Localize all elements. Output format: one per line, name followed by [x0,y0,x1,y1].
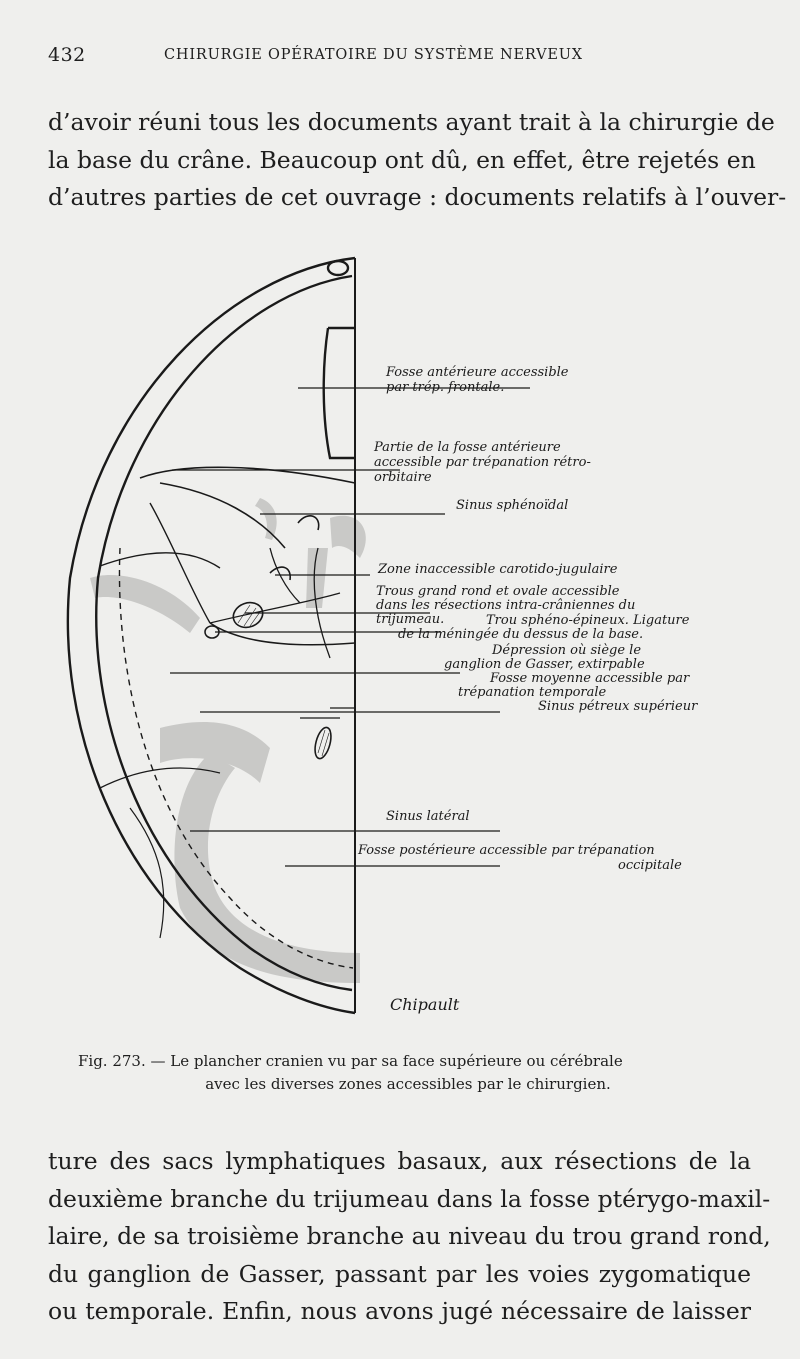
label-sinus-sphenoidal: Sinus sphénoïdal [456,498,569,513]
running-title: CHIRURGIE OPÉRATOIRE DU SYSTÈME NERVEUX [164,47,583,63]
label-zone-inaccessible: Zone inaccessible carotido-jugulaire [378,562,618,577]
text-line: d’avoir réuni tous les documents ayant trait à la chirurgie de [48,108,775,136]
label-trous-grand-rond-2: dans les résections intra-crâniennes du [376,598,636,613]
label-sinus-petreux: Sinus pétreux supérieur [538,699,698,714]
label-depression-gasser-2: ganglion de Gasser, extirpable [444,657,645,672]
label-fosse-anterieure: Fosse antérieure accessible [386,365,569,380]
figure-cranial-floor [60,248,760,1038]
foramen-hatching [238,605,329,756]
label-depression-gasser: Dépression où siège le [492,643,642,658]
running-head [48,44,748,68]
page-number: 432 [48,44,86,66]
paragraph-top [48,104,787,217]
label-partie-fosse-2: accessible par trépanation rétro- [374,455,591,470]
text-line: laire, de sa troisième branche au niveau du trou grand rond, [48,1222,771,1250]
label-partie-fosse: Partie de la fosse antérieure [374,440,561,455]
text-line: la base du crâne. Beaucoup ont dû, en effet, être rejetés en [48,145,756,174]
text-line: du ganglion de Gasser, passant par les voies zygomatique [48,1259,751,1288]
label-trou-spheno-epineux: Trou sphéno-épineux. Ligature [486,613,690,628]
label-trous-grand-rond-3: trijumeau. [376,612,445,627]
artist-signature: Chipault [390,995,460,1014]
label-trou-spheno-epineux-2: de la méningée du dessus de la base. [398,627,644,642]
text-line: d’autres parties de cet ouvrage : documents relatifs à l’ouver- [48,183,787,211]
text-line: ture des sacs lymphatiques basaux, aux résections de la [48,1147,751,1175]
label-partie-fosse-3: orbitaire [374,470,432,485]
text-line: deuxième branche du trijumeau dans la fosse ptérygo-maxil- [48,1184,771,1213]
label-fosse-anterieure-2: par trép. frontale. [386,380,505,395]
paragraph-bottom [48,1143,771,1331]
label-trous-grand-rond: Trous grand rond et ovale accessible [376,584,620,599]
figure-caption [78,1050,738,1096]
text-line: ou temporale. Enfin, nous avons jugé nécessaire de laisser [48,1297,751,1325]
caption-line-1: Fig. 273. — Le plancher cranien vu par sa face supérieure ou cérébrale [78,1052,623,1070]
caption-line-2: avec les diverses zones accessibles par le chirurgien. [205,1075,611,1093]
label-fosse-posterieure: Fosse postérieure accessible par trépanation [358,843,655,858]
label-fosse-moyenne-2: trépanation temporale [458,685,607,700]
label-sinus-lateral: Sinus latéral [386,809,470,824]
label-fosse-moyenne: Fosse moyenne accessible par [490,671,690,686]
shaded-regions [90,498,366,983]
label-fosse-posterieure-2: occipitale [618,858,682,873]
